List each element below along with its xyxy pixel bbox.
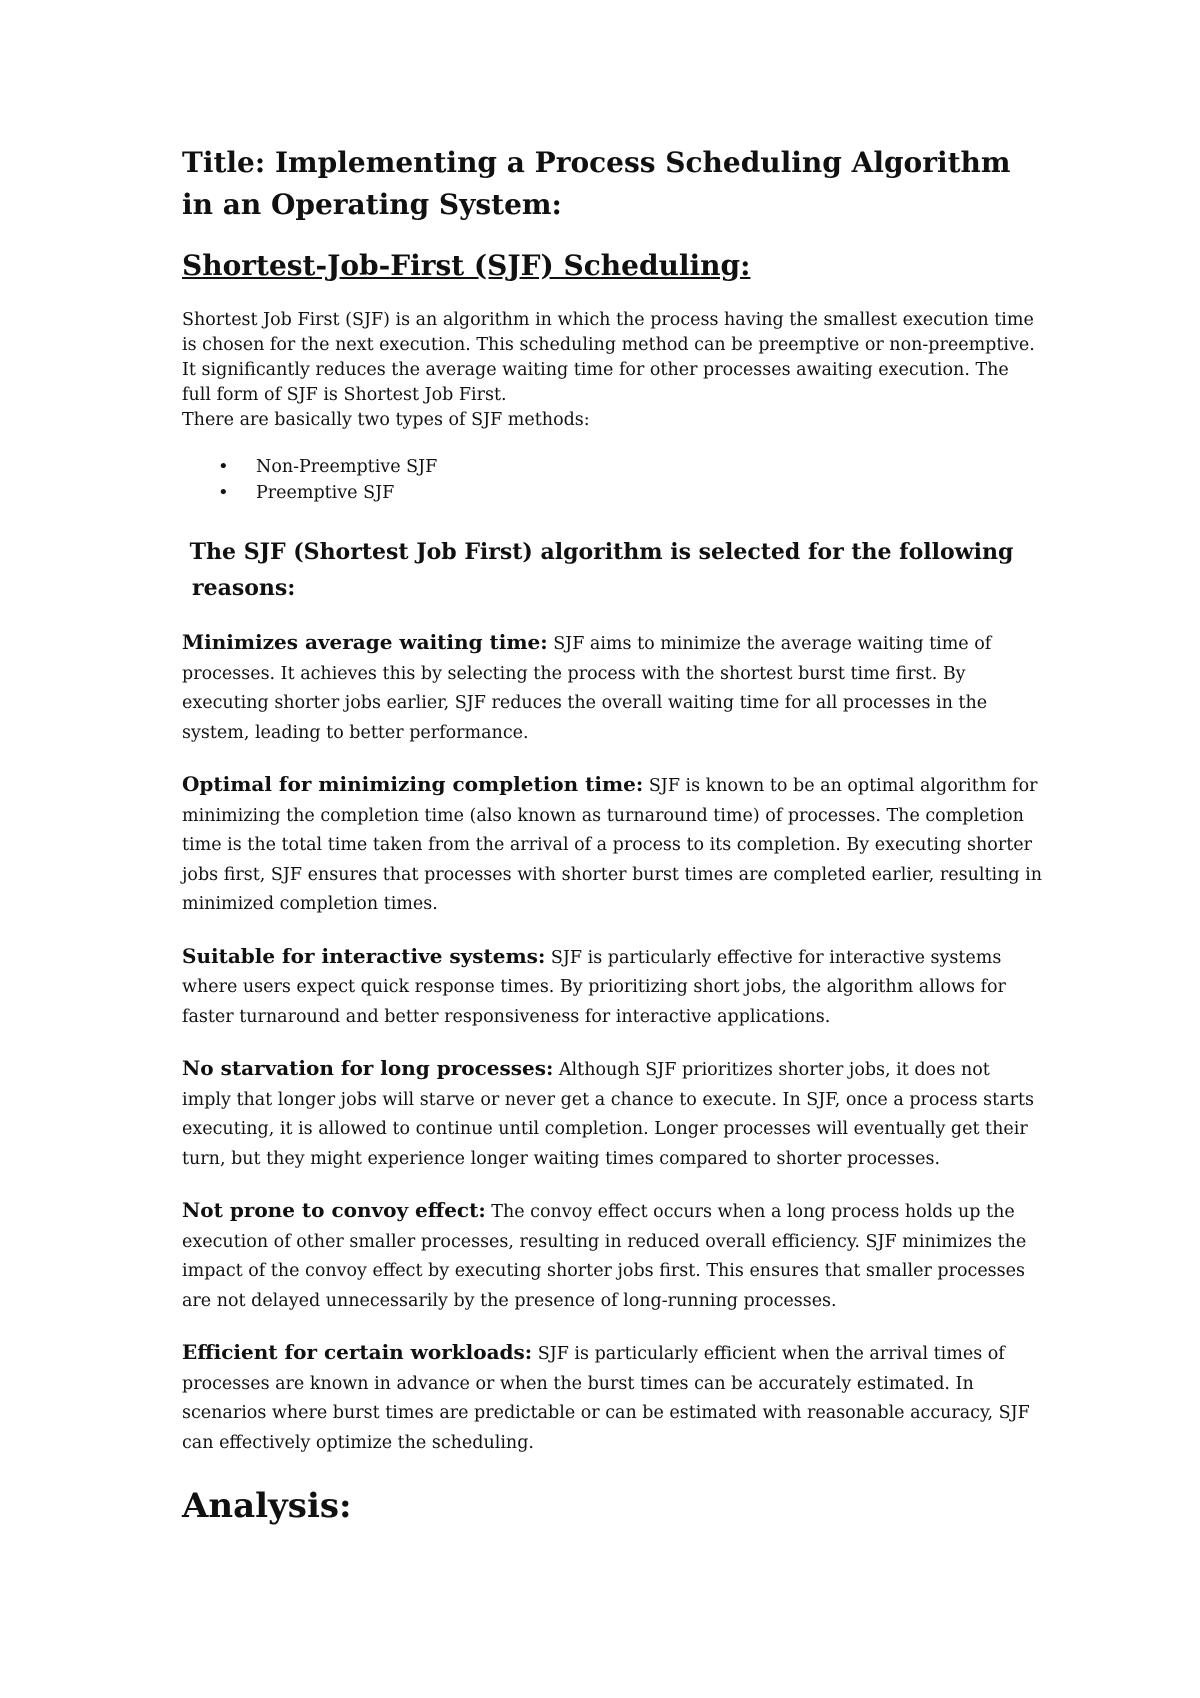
reason-lead: Not prone to convoy effect: (182, 1198, 486, 1222)
reason-paragraph (182, 1338, 1042, 1458)
reason-text: The convoy effect occurs when a long process holds up the execution of other smaller processes, resulting in reduced overall efficiency. SJF minimizes the impact of the convoy effect by executing shorter jobs first. This ensures that smaller processes are not delayed unnecessarily by the presence of long-running processes. (182, 1202, 1027, 1311)
intro-paragraph: Shortest Job First (SJF) is an algorithm in which the process having the smallest execution time is chosen for the next execution. This scheduling method can be preemptive or non-preemptive. It significantly reduces the average waiting time for other processes awaiting execution. The full form of SJF is Shortest Job First. (182, 310, 1035, 405)
intro-block (182, 308, 1042, 433)
reasons-heading-text: The SJF (Shortest Job First) algorithm is selected for the following reasons: (189, 539, 1014, 601)
reason-lead: No starvation for long processes: (182, 1056, 554, 1080)
reasons-heading (182, 534, 1042, 606)
list-item (182, 480, 1042, 506)
reason-lead: Suitable for interactive systems: (182, 943, 546, 968)
reason-lead: Optimal for minimizing completion time: (182, 772, 644, 796)
section-heading-sjf: Shortest-Job-First (SJF) Scheduling: (182, 249, 751, 282)
reason-paragraph (182, 770, 1042, 920)
reason-paragraph (182, 942, 1042, 1033)
reason-text: SJF is particularly efficient when the arrival times of processes are known in advance or when the burst times can be accurately estimated. In scenarios where burst times are predictable or can be estimated with reasonable accuracy, SJF can effectively optimize the scheduling. (182, 1344, 1030, 1453)
reason-text: SJF aims to minimize the average waiting time of processes. It achieves this by selecting the process with the shortest burst time first. By executing shorter jobs earlier, SJF reduces the overall waiting time for all processes in the system, leading to better performance. (182, 634, 992, 743)
bullet-icon: • (218, 456, 229, 477)
reason-paragraph (182, 1054, 1042, 1174)
document-body (182, 142, 1042, 1528)
reason-text: SJF is known to be an optimal algorithm for minimizing the completion time (also known as turnaround time) of processes. The completion time is the total time taken from the arrival of a process to its completion. By executing shorter jobs first, SJF ensures that processes with shorter burst times are completed earlier, resulting in minimized completion times. (182, 776, 1042, 914)
reason-paragraph (182, 628, 1042, 748)
reason-lead: Efficient for certain workloads: (182, 1340, 533, 1364)
document-title: Title: Implementing a Process Scheduling Algorithm in an Operating System: (182, 146, 1011, 221)
analysis-heading: Analysis: (182, 1486, 352, 1526)
list-item (182, 454, 1042, 480)
reason-text: Although SJF prioritizes shorter jobs, it does not imply that longer jobs will starve or never get a chance to execute. In SJF, once a process starts executing, it is allowed to continue until completion. Longer processes will eventually get their turn, but they might experience longer waiting times compared to shorter processes. (182, 1060, 1034, 1169)
sjf-types-list (182, 454, 1042, 506)
reason-text: SJF is particularly effective for interactive systems where users expect quick response times. By prioritizing short jobs, the algorithm allows for faster turnaround and better responsiveness for interactive applications. (182, 947, 1006, 1027)
types-intro: There are basically two types of SJF methods: (182, 410, 590, 430)
bullet-icon: • (218, 482, 229, 503)
reason-paragraph (182, 1196, 1042, 1316)
reason-lead: Minimizes average waiting time: (182, 630, 548, 654)
list-item-text: Preemptive SJF (256, 483, 395, 503)
list-item-text: Non-Preemptive SJF (256, 457, 438, 477)
